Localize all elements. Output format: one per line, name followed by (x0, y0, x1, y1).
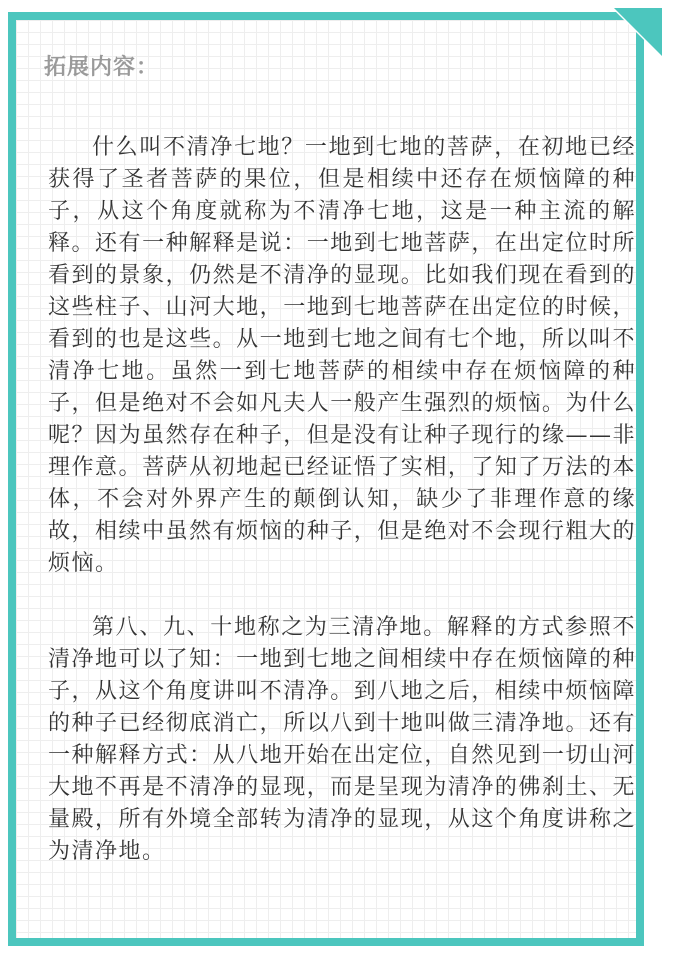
section-title: 拓展内容： (44, 55, 160, 80)
folded-corner-icon (608, 4, 666, 62)
paragraph-1: 什么叫不清净七地？一地到七地的菩萨，在初地已经获得了圣者菩萨的果位，但是相续中还存在烦恼障的种子，从这个角度就称为不清净七地，这是一种主流的解释。还有一种解释是说：一地到七地菩萨，在出定位时所看到的景象，仍然是不清净的显现。比如我们现在看到的这些柱子、山河大地，一地到七地菩萨在出定位的时候，看到的也是这些。从一地到七地之间有七个地，所以叫不清净七地。虽然一到七地菩萨的相续中存在烦恼障的种子，但是绝对不会如凡夫人一般产生强烈的烦恼。为什么呢？因为虽然存在种子，但是没有让种子现行的缘——非理作意。菩萨从初地起已经证悟了实相，了知了万法的本体，不会对外界产生的颠倒认知，缺少了非理作意的缘故，相续中虽然有烦恼的种子，但是绝对不会现行粗大的烦恼。 (48, 135, 636, 576)
article-body (48, 132, 636, 900)
grid-paper-card (16, 20, 636, 938)
paragraph-2: 第八、九、十地称之为三清净地。解释的方式参照不清净地可以了知：一地到七地之间相续中存在烦恼障的种子，从这个角度讲叫不清净。到八地之后，相续中烦恼障的种子已经彻底消亡，所以八到十地叫做三清净地。还有一种解释方式：从八地开始在出定位，自然见到一切山河大地不再是不清净的显现，而是呈现为清净的佛刹土、无量殿，所有外境全部转为清净的显现，从这个角度讲称之为清净地。 (48, 615, 636, 864)
